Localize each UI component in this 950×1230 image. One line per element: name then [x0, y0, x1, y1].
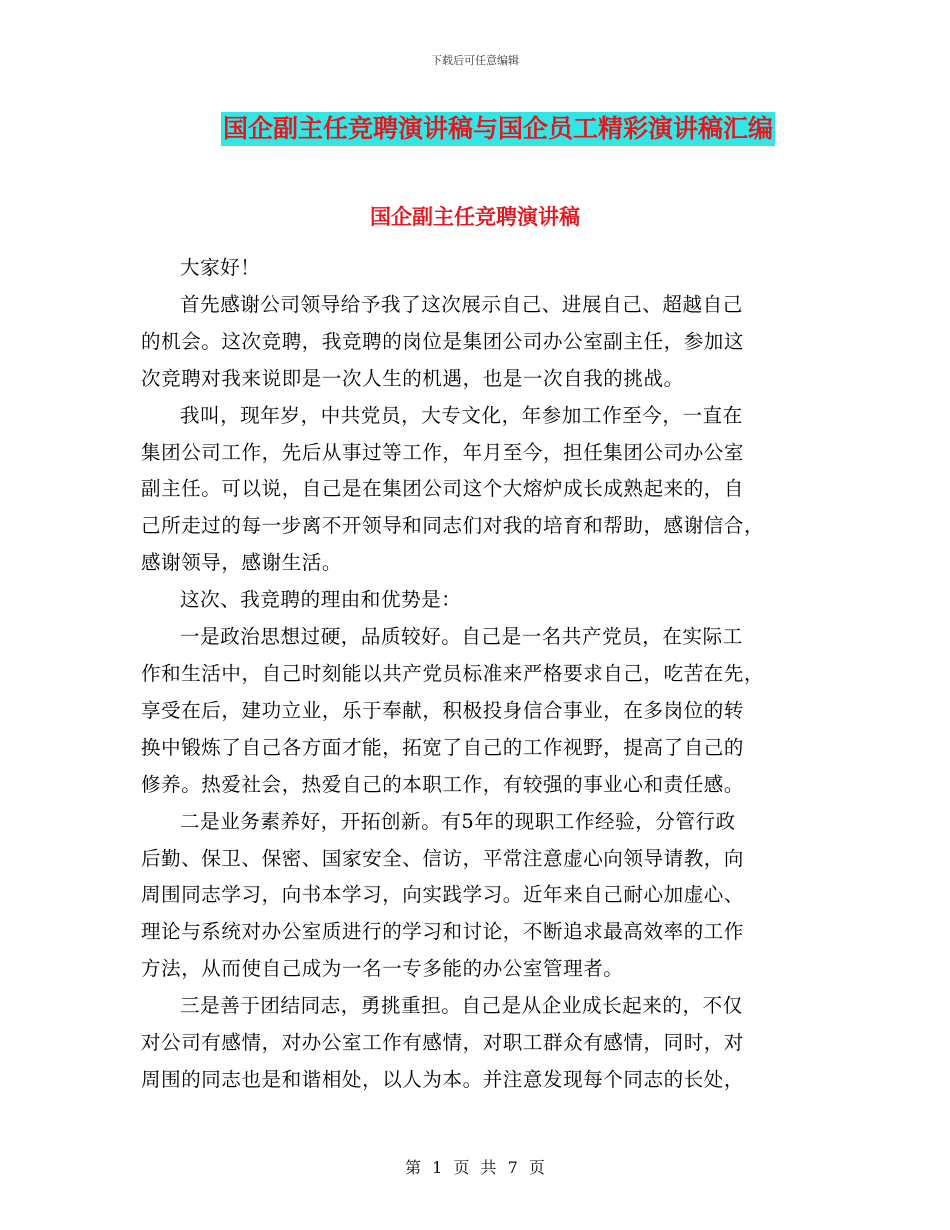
paragraph-line: 副主任。可以说，自己是在集团公司这个大熔炉成长成熟起来的，自	[141, 477, 745, 501]
header-note: 下载后可任意编辑	[431, 54, 519, 67]
paragraph-line: 修养。热爱社会，热爱自己的本职工作，有较强的事业心和责任感。	[141, 772, 745, 796]
paragraph	[141, 582, 809, 619]
document-title-container	[0, 112, 950, 146]
paragraph-line: 大家好！	[180, 256, 261, 279]
paragraph	[141, 398, 809, 583]
paragraph-line: 换中锻炼了自己各方面才能，拓宽了自己的工作视野，提高了自己的	[141, 735, 745, 759]
paragraph-line: 己所走过的每一步离不开领导和同志们对我的培育和帮助，感谢信合，	[141, 514, 765, 538]
paragraph	[141, 250, 809, 287]
document-title: 国企副主任竞聘演讲稿与国企员工精彩演讲稿汇编	[221, 112, 775, 146]
document-body	[141, 250, 809, 1099]
paragraph-line: 后勤、保卫、保密、国家安全、信访，平常注意虚心向领导请教，向	[141, 846, 745, 870]
paragraph-line: 的机会。这次竞聘，我竞聘的岗位是集团公司办公室副主任，参加这	[141, 329, 745, 353]
paragraph-line: 感谢领导，感谢生活。	[141, 551, 343, 575]
paragraph-line: 集团公司工作，先后从事过等工作，年月至今，担任集团公司办公室	[141, 440, 745, 464]
paragraph-line: 对公司有感情，对办公室工作有感情，对职工群众有感情，同时，对	[141, 1031, 745, 1055]
paragraph	[141, 988, 809, 1099]
paragraph	[141, 804, 809, 989]
paragraph-line: 一是政治思想过硬，品质较好。自己是一名共产党员，在实际工	[180, 625, 743, 649]
paragraph-line: 周围的同志也是和谐相处，以人为本。并注意发现每个同志的长处，	[141, 1067, 745, 1091]
paragraph	[141, 287, 809, 398]
paragraph-line: 理论与系统对办公室质进行的学习和讨论，不断追求最高效率的工作	[141, 920, 745, 944]
speech-title: 国企副主任竞聘演讲稿	[370, 204, 580, 229]
paragraph-line: 二是业务素养好，开拓创新。有5年的现职工作经验，分管行政	[180, 809, 736, 833]
page-number: 第 1 页 共 7 页	[405, 1158, 545, 1177]
paragraph	[141, 619, 809, 804]
paragraph-line: 周围同志学习，向书本学习，向实践学习。近年来自己耐心加虚心、	[141, 883, 745, 907]
paragraph-line: 三是善于团结同志，勇挑重担。自己是从企业成长起来的，不仅	[180, 994, 743, 1018]
paragraph-line: 这次、我竞聘的理由和优势是：	[180, 588, 462, 612]
paragraph-line: 我叫，现年岁，中共党员，大专文化，年参加工作至今，一直在	[180, 403, 743, 427]
paragraph-line: 次竞聘对我来说即是一次人生的机遇，也是一次自我的挑战。	[141, 366, 684, 390]
paragraph-line: 作和生活中，自己时刻能以共产党员标准来严格要求自己，吃苦在先，	[141, 661, 765, 685]
paragraph-line: 方法，从而使自己成为一名一专多能的办公室管理者。	[141, 957, 624, 981]
paragraph-line: 首先感谢公司领导给予我了这次展示自己、进展自己、超越自己	[180, 292, 743, 316]
paragraph-line: 享受在后，建功立业，乐于奉献，积极投身信合事业，在多岗位的转	[141, 698, 745, 722]
